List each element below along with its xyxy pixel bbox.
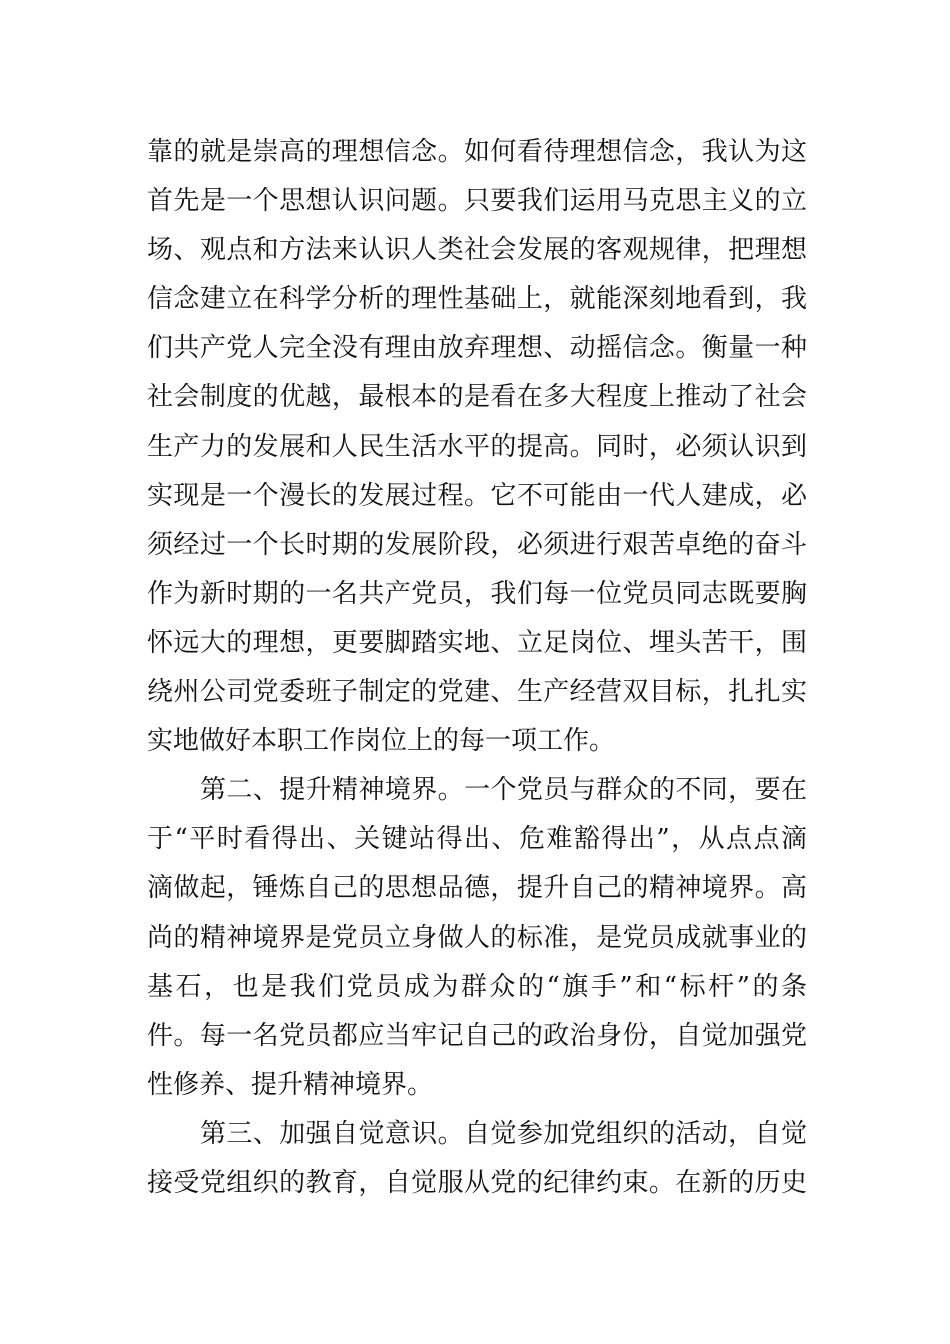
text-line: 们共产党人完全没有理由放弃理想、动摇信念。衡量一种 bbox=[147, 333, 807, 364]
text-line: 社会制度的优越，最根本的是看在多大程度上推动了社会 bbox=[147, 382, 807, 413]
text-line: 尚的精神境界是党员立身做人的标准，是党员成就事业的 bbox=[147, 922, 807, 953]
text-line: 靠的就是崇高的理想信念。如何看待理想信念，我认为这 bbox=[147, 137, 807, 167]
text-line: 实现是一个漫长的发展过程。它不可能由一代人建成，必 bbox=[147, 480, 807, 511]
text-line: 信念建立在科学分析的理性基础上，就能深刻地看到，我 bbox=[147, 284, 807, 315]
text-line: 须经过一个长时期的发展阶段，必须进行艰苦卓绝的奋斗 bbox=[147, 529, 807, 560]
text-line: 接受党组织的教育，自觉服从党的纪律约束。在新的历史 bbox=[147, 1167, 807, 1198]
text-line: 实地做好本职工作岗位上的每一项工作。 bbox=[147, 726, 616, 757]
text-line: 首先是一个思想认识问题。只要我们运用马克思主义的立 bbox=[147, 186, 807, 217]
text-line: 怀远大的理想，更要脚踏实地、立足岗位、埋头苦干，围 bbox=[147, 627, 807, 658]
text-line: 件。每一名党员都应当牢记自己的政治身份，自觉加强党 bbox=[147, 1020, 807, 1051]
text-line: 作为新时期的一名共产党员，我们每一位党员同志既要胸 bbox=[147, 578, 807, 609]
paragraph-start-line: 第二、提升精神境界。一个党员与群众的不同，要在 bbox=[200, 775, 807, 806]
paragraph-start-line: 第三、加强自觉意识。自觉参加党组织的活动，自觉 bbox=[200, 1118, 807, 1149]
text-line: 性修养、提升精神境界。 bbox=[147, 1069, 434, 1100]
text-line: 基石，也是我们党员成为群众的“旗手”和“标杆”的条 bbox=[147, 971, 807, 1002]
text-line: 生产力的发展和人民生活水平的提高。同时，必须认识到 bbox=[147, 431, 807, 462]
text-line: 场、观点和方法来认识人类社会发展的客观规律，把理想 bbox=[147, 235, 807, 266]
body-text bbox=[147, 128, 807, 1208]
text-line: 滴做起，锤炼自己的思想品德，提升自己的精神境界。高 bbox=[147, 873, 807, 904]
text-line: 于“平时看得出、关键站得出、危难豁得出”，从点点滴 bbox=[147, 824, 807, 855]
text-line: 绕州公司党委班子制定的党建、生产经营双目标，扎扎实 bbox=[147, 677, 807, 708]
